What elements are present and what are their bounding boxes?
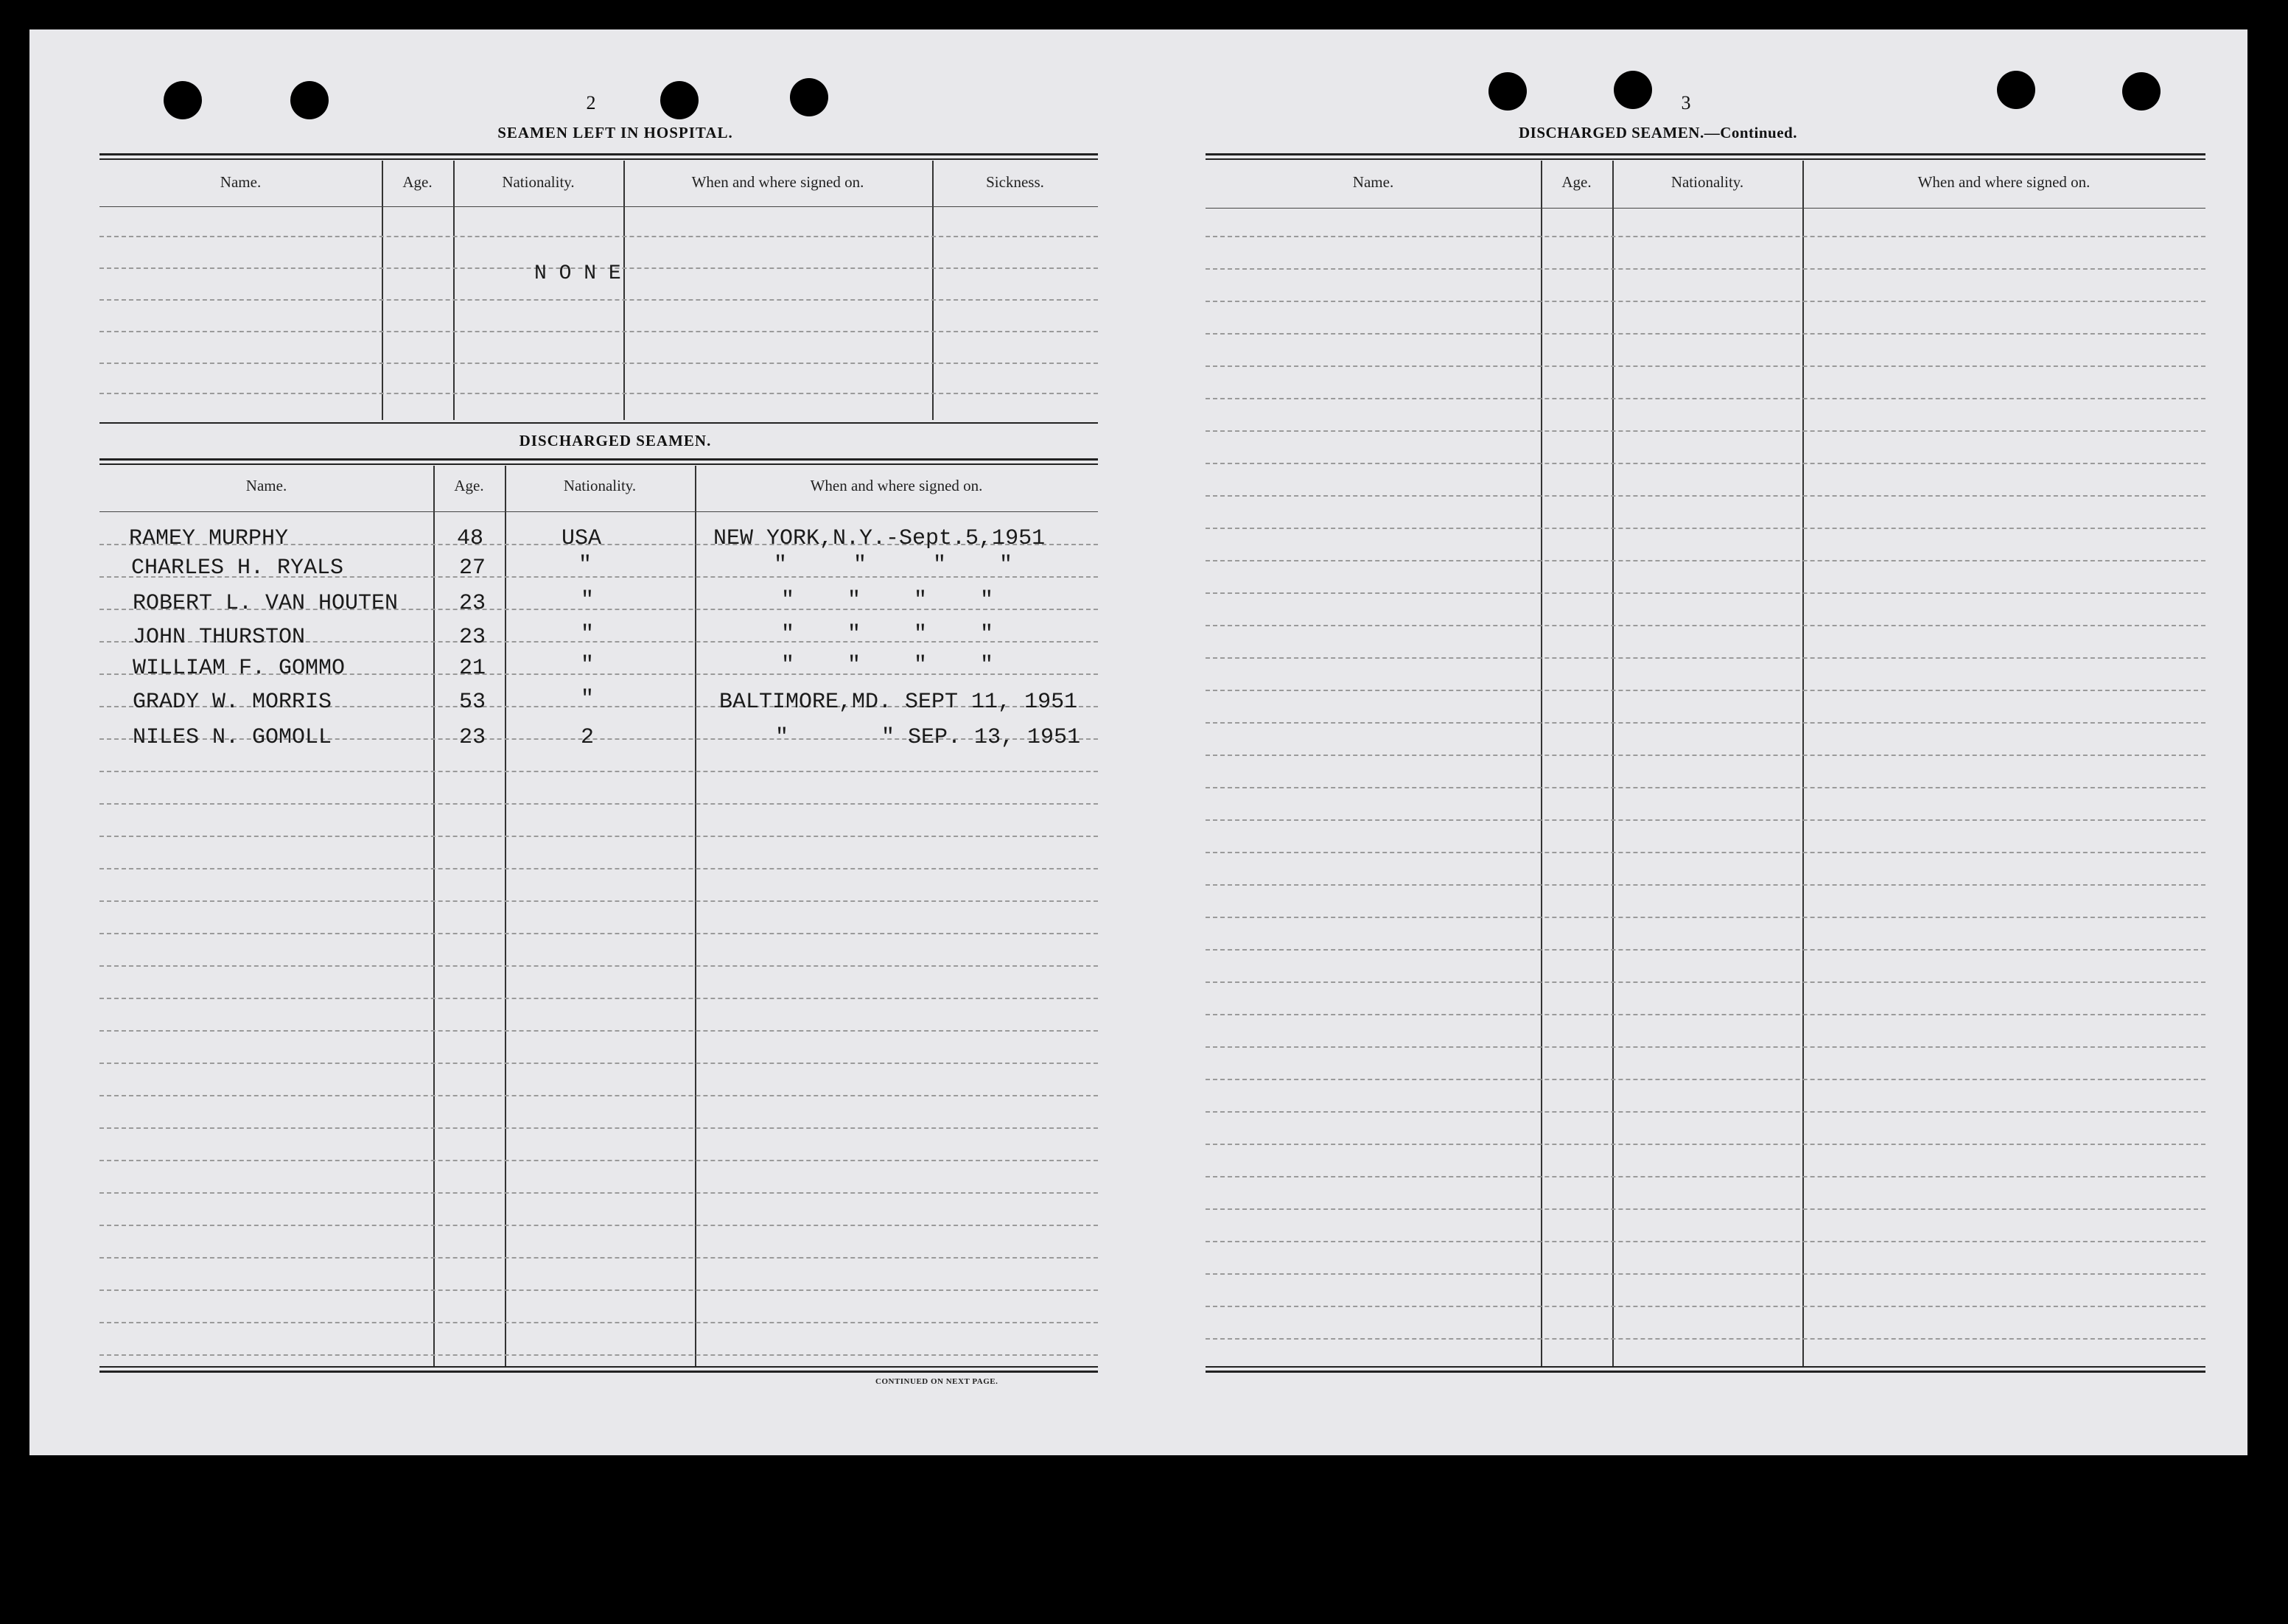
seaman-signed-on: BALTIMORE,MD. SEPT 11, 1951	[719, 690, 1078, 715]
seaman-age: 23	[459, 725, 486, 750]
punch-hole	[790, 78, 828, 116]
seaman-nationality: "	[581, 588, 595, 613]
seaman-nationality: "	[581, 622, 595, 647]
right-section-title: DISCHARGED SEAMEN.—Continued.	[1519, 124, 1797, 141]
seaman-name: JOHN THURSTON	[133, 625, 306, 650]
hospital-col-signed-on: When and where signed on.	[691, 173, 864, 191]
discharged-col-age: Age.	[454, 477, 484, 494]
seaman-name: RAMEY MURPHY	[129, 526, 289, 551]
left-page-number: 2	[586, 92, 596, 113]
punch-hole	[1614, 71, 1652, 109]
continued-footer: CONTINUED ON NEXT PAGE.	[875, 1377, 998, 1386]
discharged-section-title: DISCHARGED SEAMEN.	[519, 432, 712, 449]
seaman-age: 21	[459, 656, 486, 681]
right-col-age: Age.	[1561, 173, 1592, 191]
discharged-col-name: Name.	[245, 477, 287, 494]
hospital-none-entry: N O N E	[534, 262, 621, 285]
seaman-signed-on: NEW YORK,N.Y.-Sept.5,1951	[713, 526, 1046, 551]
document-sheet	[29, 29, 2247, 1455]
discharged-col-signed-on: When and where signed on.	[810, 477, 983, 494]
seaman-name: CHARLES H. RYALS	[131, 556, 344, 581]
hospital-section-title: SEAMEN LEFT IN HOSPITAL.	[497, 124, 733, 141]
punch-hole	[660, 81, 699, 119]
right-col-signed-on: When and where signed on.	[1917, 173, 2091, 191]
punch-hole	[1997, 71, 2035, 109]
seaman-signed-on: " " " "	[774, 553, 1013, 578]
seaman-name: WILLIAM F. GOMMO	[133, 656, 346, 681]
right-col-nationality: Nationality.	[1670, 173, 1744, 191]
seaman-age: 27	[459, 556, 486, 581]
punch-hole	[2122, 72, 2161, 111]
seaman-age: 23	[459, 591, 486, 616]
hospital-col-name: Name.	[220, 173, 262, 191]
seaman-nationality: USA	[561, 526, 602, 551]
seaman-nationality: "	[581, 687, 595, 712]
seaman-name: GRADY W. MORRIS	[133, 690, 332, 715]
seaman-signed-on: " " " "	[781, 622, 994, 647]
hospital-col-nationality: Nationality.	[502, 173, 575, 191]
punch-hole	[290, 81, 329, 119]
seaman-nationality: "	[581, 653, 595, 678]
seaman-name: NILES N. GOMOLL	[133, 725, 332, 750]
seaman-age: 23	[459, 625, 486, 650]
seaman-signed-on: " " SEP. 13, 1951	[775, 725, 1081, 750]
discharged-col-nationality: Nationality.	[563, 477, 637, 494]
seaman-nationality: "	[578, 553, 592, 578]
right-page-number: 3	[1681, 92, 1691, 113]
seaman-age: 53	[459, 690, 486, 715]
hospital-col-sickness: Sickness.	[986, 173, 1044, 191]
right-col-name: Name.	[1352, 173, 1394, 191]
punch-hole	[1488, 72, 1527, 111]
seaman-name: ROBERT L. VAN HOUTEN	[133, 591, 399, 616]
seaman-age: 48	[457, 526, 484, 551]
seaman-signed-on: " " " "	[781, 653, 994, 678]
punch-hole	[164, 81, 202, 119]
seaman-signed-on: " " " "	[781, 588, 994, 613]
seaman-nationality: 2	[581, 725, 595, 750]
hospital-col-age: Age.	[402, 173, 433, 191]
